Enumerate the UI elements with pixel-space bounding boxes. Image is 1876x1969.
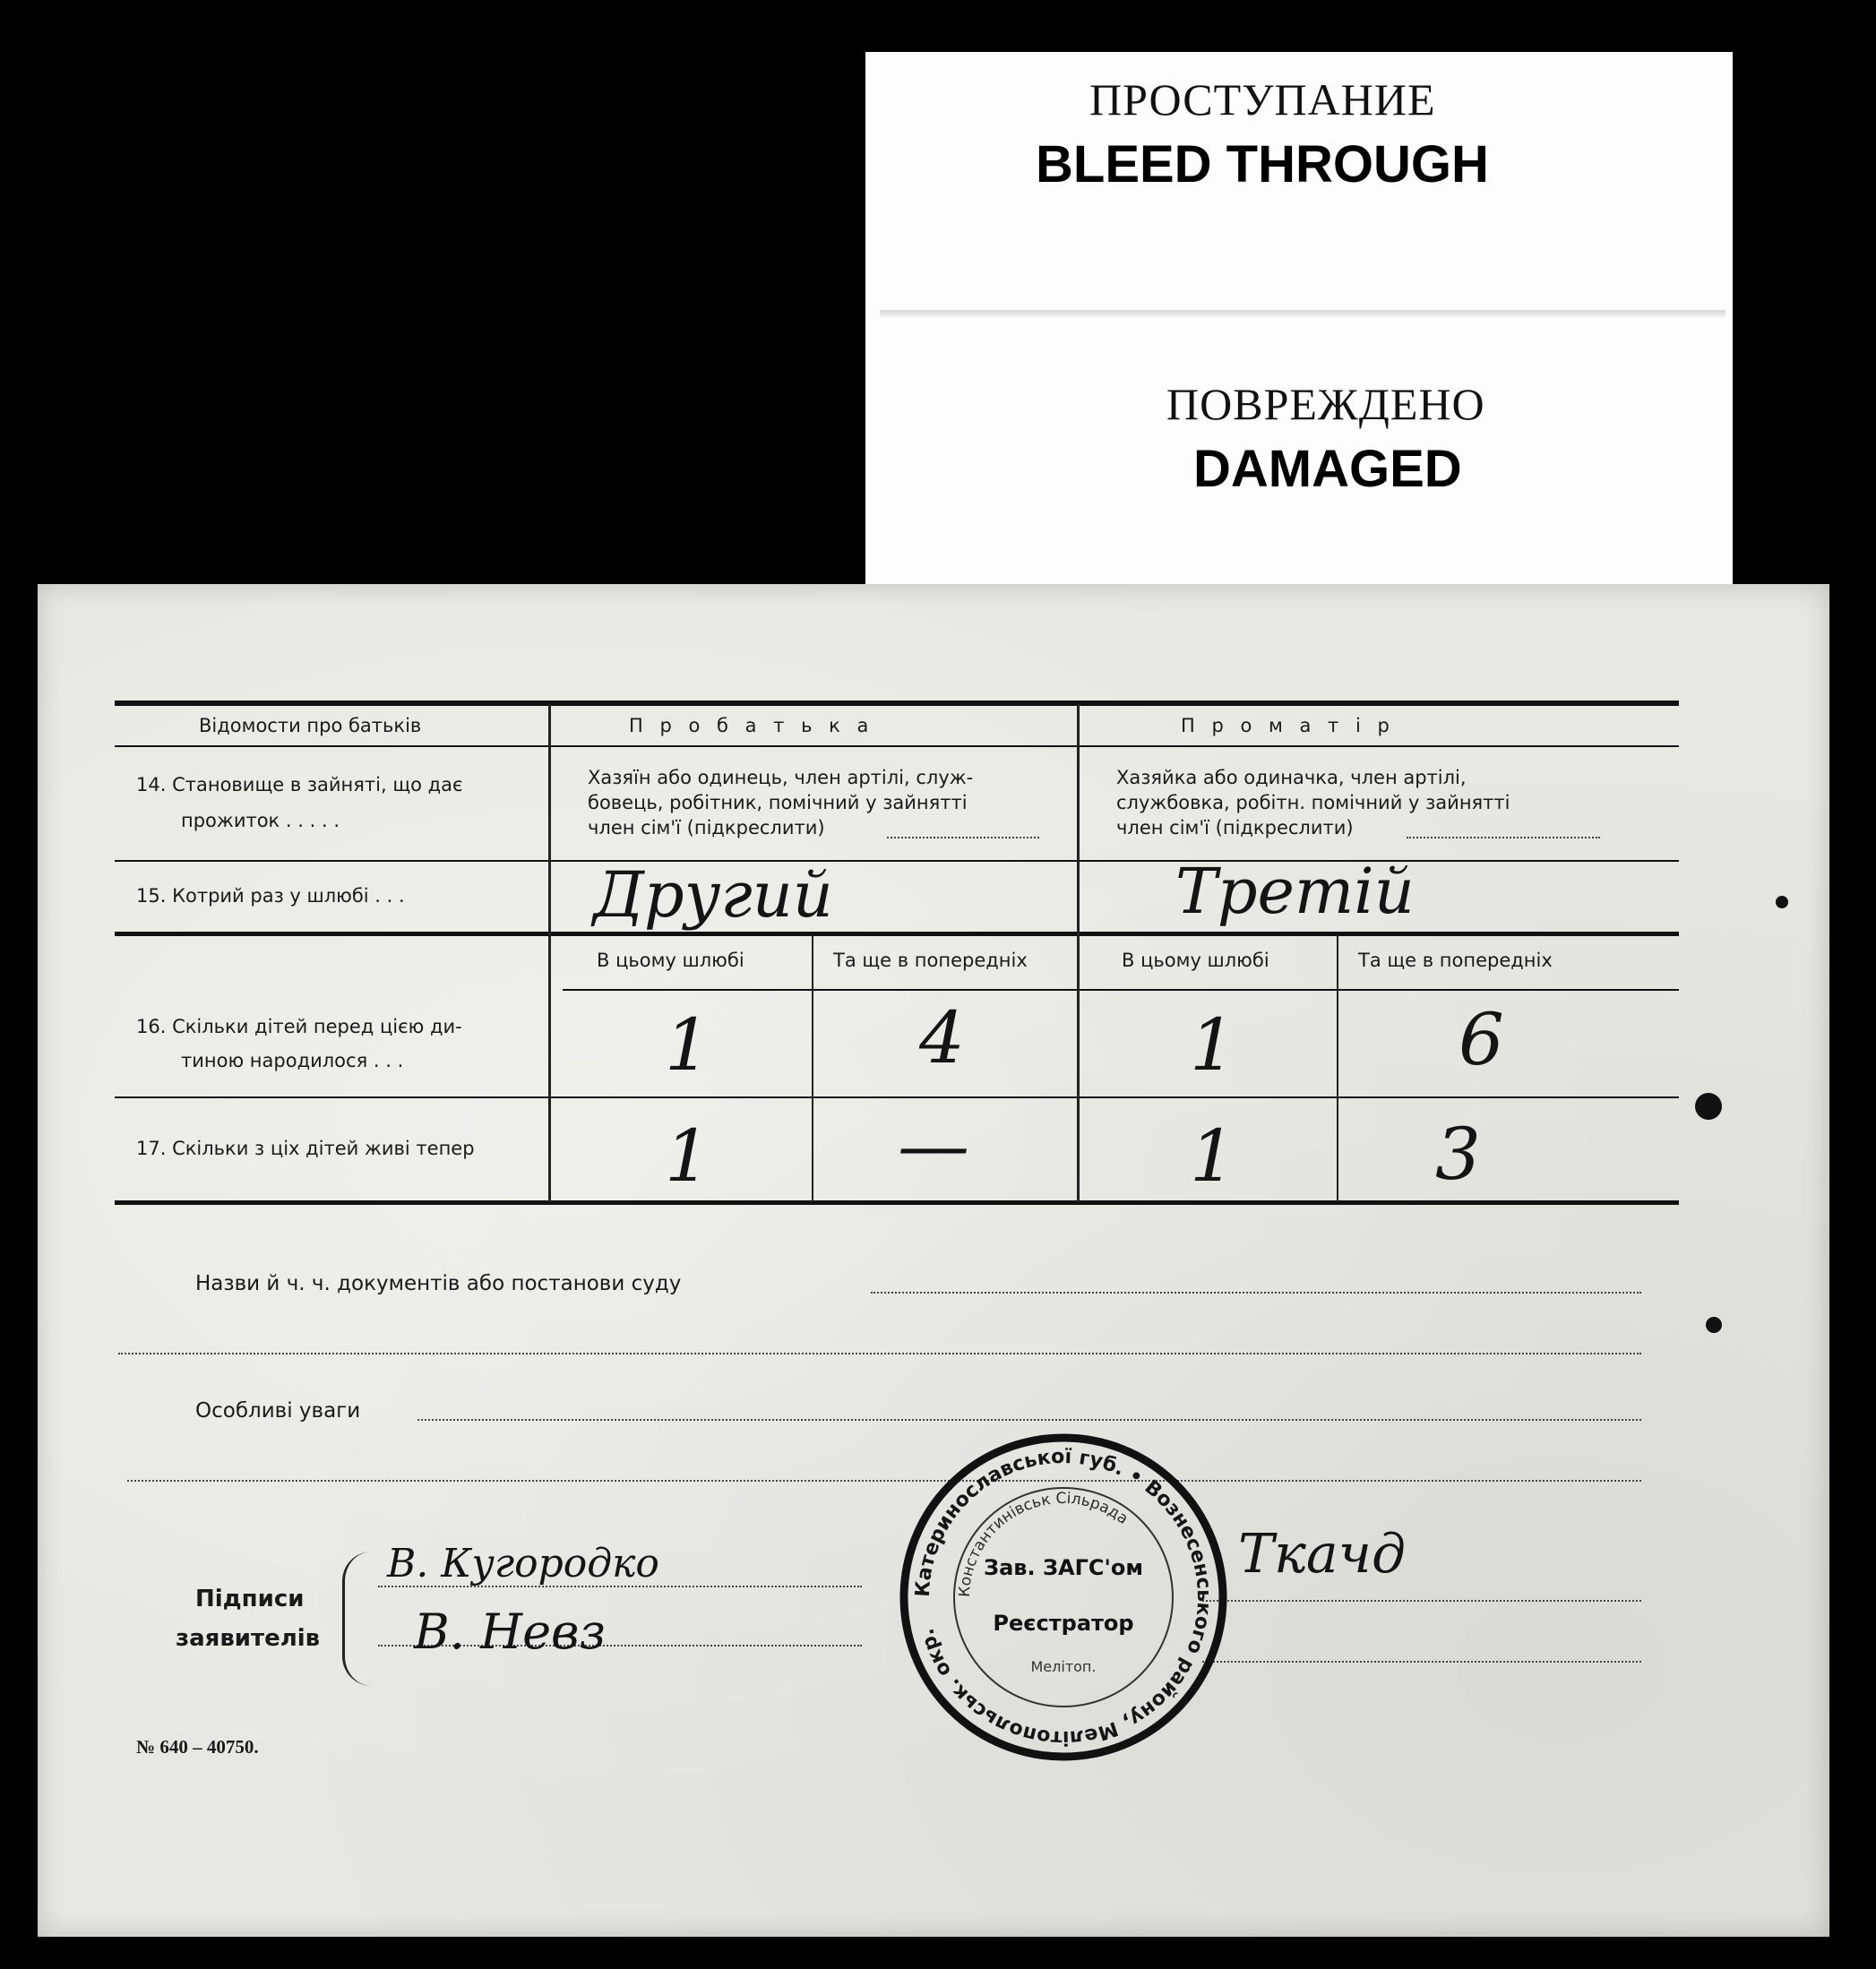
subheader-rule bbox=[563, 989, 1679, 991]
official-stamp bbox=[898, 1432, 1229, 1763]
form-number: № 640 – 40750. bbox=[136, 1736, 259, 1758]
applicant-signature-2: В. Невз bbox=[414, 1604, 606, 1660]
row14-label-line1: 14. Становище в зайняті, що дає bbox=[136, 774, 463, 795]
notes-label: Особливі уваги bbox=[195, 1399, 361, 1423]
table-bottom-rule bbox=[115, 1200, 1679, 1205]
signatures-brace bbox=[342, 1552, 372, 1686]
row15-mother-value: Третій bbox=[1175, 855, 1415, 928]
subheader-father-previous: Та ще в попередніх bbox=[833, 950, 1028, 971]
row15-rule bbox=[115, 932, 1679, 936]
registrar-line-2 bbox=[1202, 1661, 1641, 1663]
row15-father-value: Другий bbox=[593, 858, 833, 932]
row17-mother-previous-value: 3 bbox=[1435, 1113, 1481, 1196]
notes-dots-2 bbox=[127, 1480, 1641, 1482]
row14-father-line2: бовець, робітник, помічний у зайнятті bbox=[588, 792, 968, 813]
card-fold bbox=[880, 310, 1725, 317]
documents-dots-1 bbox=[871, 1292, 1641, 1294]
documents-label: Назви й ч. ч. документів або постанови суду bbox=[195, 1272, 682, 1295]
row14-mother-line3: член сім'ї (підкреслити) bbox=[1116, 817, 1354, 838]
svg-text:Константинівськ Сільрада bbox=[956, 1490, 1132, 1598]
col-divider-father bbox=[812, 935, 813, 1202]
col-divider-2 bbox=[1077, 704, 1080, 1202]
notes-dots-1 bbox=[417, 1419, 1641, 1421]
row16-father-this-value: 1 bbox=[665, 1003, 710, 1087]
row14-label-line2: прожиток . . . . . bbox=[181, 810, 340, 831]
registrar-title-line1: Зав. ЗАГС'ом bbox=[984, 1555, 1143, 1580]
row16-label-line1: 16. Скільки дітей перед цією ди- bbox=[136, 1016, 462, 1037]
table-top-rule bbox=[115, 701, 1679, 706]
row14-mother-line2: службовка, робітн. помічний у зайнятті bbox=[1116, 792, 1510, 813]
stamp-outer-text: Катеринославської губ. • Вознесенського району, Мелітопольськ. окр. bbox=[911, 1445, 1216, 1750]
record-sheet bbox=[38, 584, 1829, 1937]
row14-father-line3: член сім'ї (підкреслити) bbox=[588, 817, 825, 838]
registrar-signature: Ткачд bbox=[1238, 1523, 1406, 1586]
binding-hole-2 bbox=[1706, 1317, 1722, 1333]
damaged-label-ru: ПОВРЕЖДЕНО bbox=[1166, 379, 1485, 429]
bleed-through-label-ru: ПРОСТУПАНИЕ bbox=[1089, 74, 1436, 125]
row16-father-previous-value: 4 bbox=[919, 996, 965, 1079]
row16-mother-previous-value: 6 bbox=[1459, 998, 1504, 1081]
documents-dots-2 bbox=[118, 1353, 1641, 1354]
row17-father-previous-value: — bbox=[898, 1104, 969, 1187]
header-parents-info: Відомости про батьків bbox=[199, 715, 422, 736]
row17-label: 17. Скільки з ціх дітей живі тепер bbox=[136, 1138, 475, 1159]
row15-label: 15. Котрий раз у шлюбі . . . bbox=[136, 885, 405, 907]
signatures-label-line1: Підписи bbox=[195, 1586, 305, 1612]
header-rule bbox=[115, 745, 1679, 747]
signatures-label-line2: заявителів bbox=[176, 1625, 321, 1652]
row14-mother-dots bbox=[1407, 837, 1600, 838]
applicant-signature-1: В. Кугородко bbox=[387, 1541, 659, 1586]
header-mother: П р о м а т і р bbox=[1181, 715, 1395, 736]
header-father: П р о б а т ь к а bbox=[629, 715, 874, 736]
row17-mother-this-value: 1 bbox=[1190, 1114, 1235, 1198]
subheader-mother-this: В цьому шлюбі bbox=[1122, 950, 1269, 971]
row17-father-this-value: 1 bbox=[665, 1114, 710, 1198]
registrar-line-1 bbox=[1202, 1600, 1641, 1602]
row14-father-line1: Хазяїн або одинець, член артілі, служ- bbox=[588, 767, 974, 788]
stamp-inner-text: Константинівськ Сільрада bbox=[955, 1489, 1132, 1598]
subheader-father-this: В цьому шлюбі bbox=[597, 950, 744, 971]
col-divider-mother bbox=[1337, 935, 1338, 1202]
row14-rule bbox=[115, 860, 1679, 862]
subheader-mother-previous: Та ще в попередніх bbox=[1358, 950, 1553, 971]
row14-father-dots bbox=[887, 837, 1039, 838]
binding-hole-3 bbox=[1776, 896, 1788, 908]
row16-rule bbox=[115, 1096, 1679, 1098]
stamp-center-text: Мелітоп. bbox=[1030, 1658, 1097, 1675]
damaged-label-en: DAMAGED bbox=[1193, 440, 1462, 498]
bleed-through-label-en: BLEED THROUGH bbox=[1036, 135, 1489, 193]
row16-mother-this-value: 1 bbox=[1190, 1003, 1235, 1087]
archive-label-card bbox=[865, 52, 1733, 589]
binding-hole-1 bbox=[1695, 1093, 1722, 1120]
row16-label-line2: тиною народилося . . . bbox=[181, 1050, 404, 1071]
row14-mother-line1: Хазяйка або одиначка, член артілі, bbox=[1116, 767, 1467, 788]
registrar-title-line2: Реєстратор bbox=[993, 1611, 1134, 1636]
col-divider-1 bbox=[548, 704, 551, 1202]
